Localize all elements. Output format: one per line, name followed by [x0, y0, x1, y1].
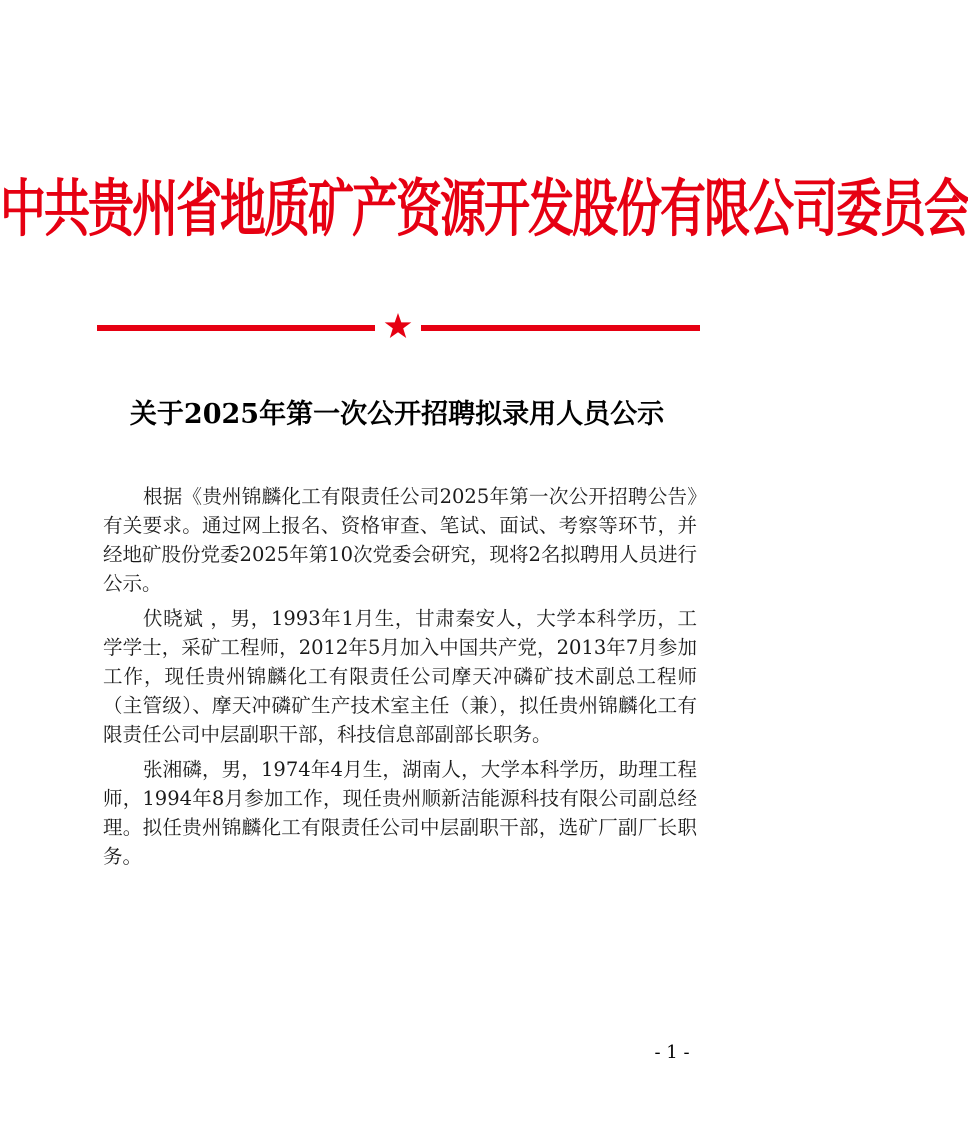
red-header-organization: 中共贵州省地质矿产资源开发股份有限公司委员会 — [0, 172, 968, 246]
document-body — [103, 482, 697, 877]
red-divider-left — [97, 325, 375, 331]
star-icon — [384, 312, 412, 340]
paragraph-candidate-2: 张湘磷，男，1974年4月生，湖南人，大学本科学历，助理工程师，1994年8月参加工作，现任贵州顺新洁能源科技有限公司副总经理。拟任贵州锦麟化工有限责任公司中层副职干部，选矿厂副厂长职务。 — [103, 758, 697, 868]
red-divider-right — [421, 325, 700, 331]
document-title: 关于2025年第一次公开招聘拟录用人员公示 — [129, 399, 665, 430]
paragraph-intro: 根据《贵州锦麟化工有限责任公司2025年第一次公开招聘公告》有关要求。通过网上报名、资格审查、笔试、面试、考察等环节，并经地矿股份党委2025年第10次党委会研究，现将2名拟聘用人员进行公示。 — [103, 485, 697, 595]
paragraph-candidate-1: 伏晓斌 ，男，1993年1月生，甘肃秦安人，大学本科学历，工学学士，采矿工程师，2012年5月加入中国共产党，2013年7月参加工作，现任贵州锦麟化工有限责任公司摩天冲磷矿技术副总工程师（主管级）、摩天冲磷矿生产技术室主任（兼），拟任贵州锦麟化工有限责任公司中层副职干部，科技信息部副部长职务。 — [103, 607, 697, 746]
page-number: - 1 - — [654, 1042, 690, 1063]
